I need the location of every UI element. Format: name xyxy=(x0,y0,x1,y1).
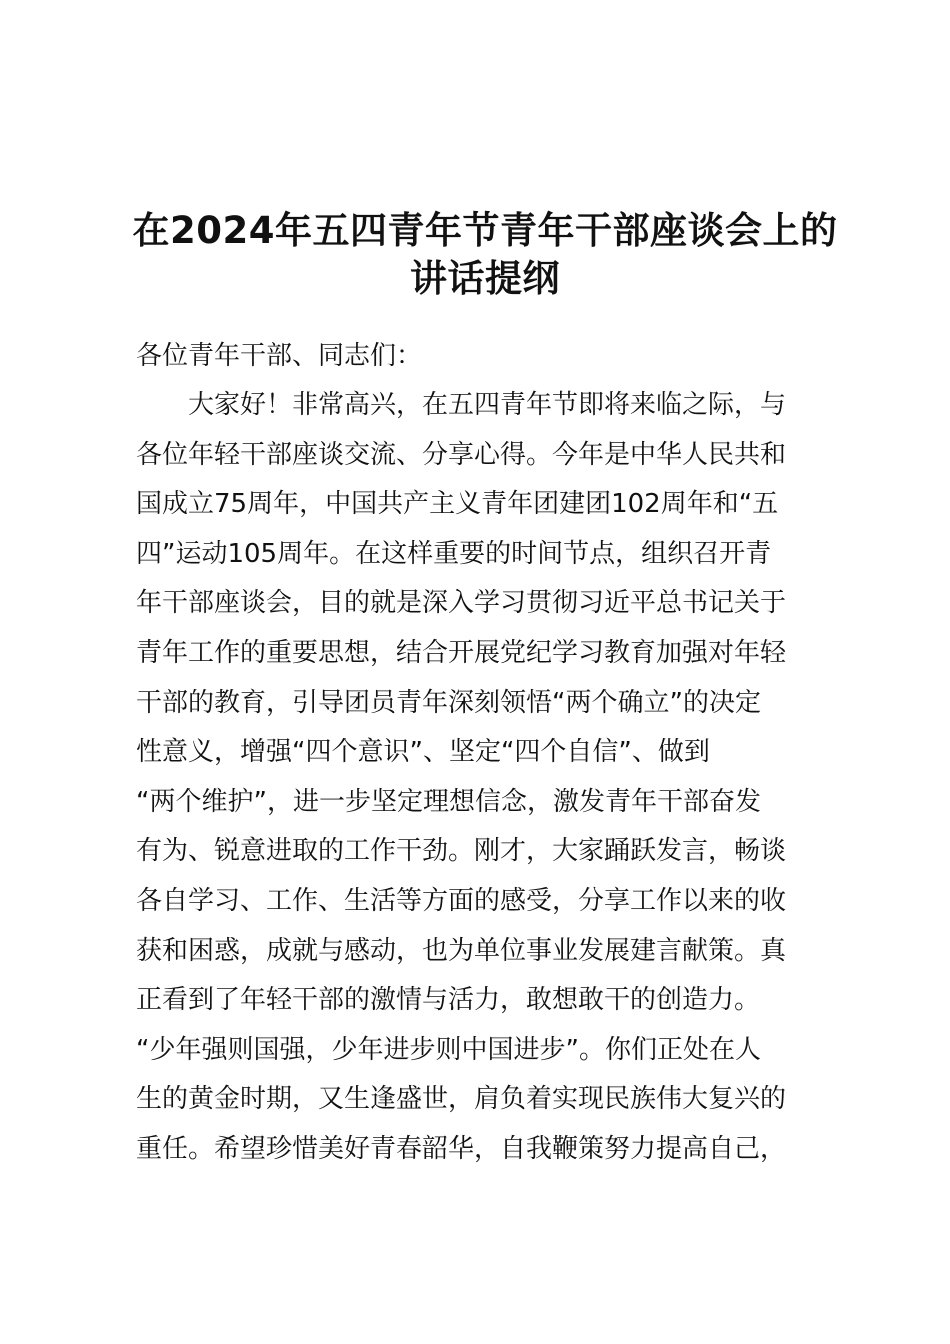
paragraph-line: 重任。希望珍惜美好青春韶华，自我鞭策努力提高自己， xyxy=(136,1133,787,1164)
paragraph-line: 性意义，增强“四个意识”、坚定“四个自信”、做到 xyxy=(136,737,710,768)
salutation: 各位青年干部、同志们： xyxy=(136,341,423,371)
document-title-line-1: 在2024年五四青年节青年干部座谈会上的 xyxy=(132,209,838,252)
paragraph-line: 国成立75周年，中国共产主义青年团建团102周年和“五 xyxy=(136,489,779,520)
document-title-line-2: 讲话提纲 xyxy=(410,257,560,300)
paragraph-line: 有为、锐意进取的工作干劲。刚才，大家踊跃发言，畅谈 xyxy=(136,836,787,867)
paragraph-line: 生的黄金时期，又生逢盛世，肩负着实现民族伟大复兴的 xyxy=(136,1084,787,1115)
paragraph-line: “两个维护”，进一步坚定理想信念，激发青年干部奋发 xyxy=(136,786,761,817)
body-paragraph xyxy=(136,381,856,1175)
paragraph-line: 青年工作的重要思想，结合开展党纪学习教育加强对年轻 xyxy=(136,637,787,668)
paragraph-line: 年干部座谈会，目的就是深入学习贯彻习近平总书记关于 xyxy=(136,588,787,619)
paragraph-line: 四”运动105周年。在这样重要的时间节点，组织召开青 xyxy=(136,538,772,569)
paragraph-line: 获和困惑，成就与感动，也为单位事业发展建言献策。真 xyxy=(136,935,787,966)
paragraph-line: 大家好！非常高兴，在五四青年节即将来临之际，与 xyxy=(188,390,787,420)
paragraph-line: “少年强则国强，少年进步则中国进步”。你们正处在人 xyxy=(136,1034,761,1065)
paragraph-line: 各位年轻干部座谈交流、分享心得。今年是中华人民共和 xyxy=(136,439,787,470)
paragraph-line: 各自学习、工作、生活等方面的感受，分享工作以来的收 xyxy=(136,885,787,916)
paragraph-line: 正看到了年轻干部的激情与活力，敢想敢干的创造力。 xyxy=(136,985,761,1016)
paragraph-line: 干部的教育，引导团员青年深刻领悟“两个确立”的决定 xyxy=(136,687,761,718)
